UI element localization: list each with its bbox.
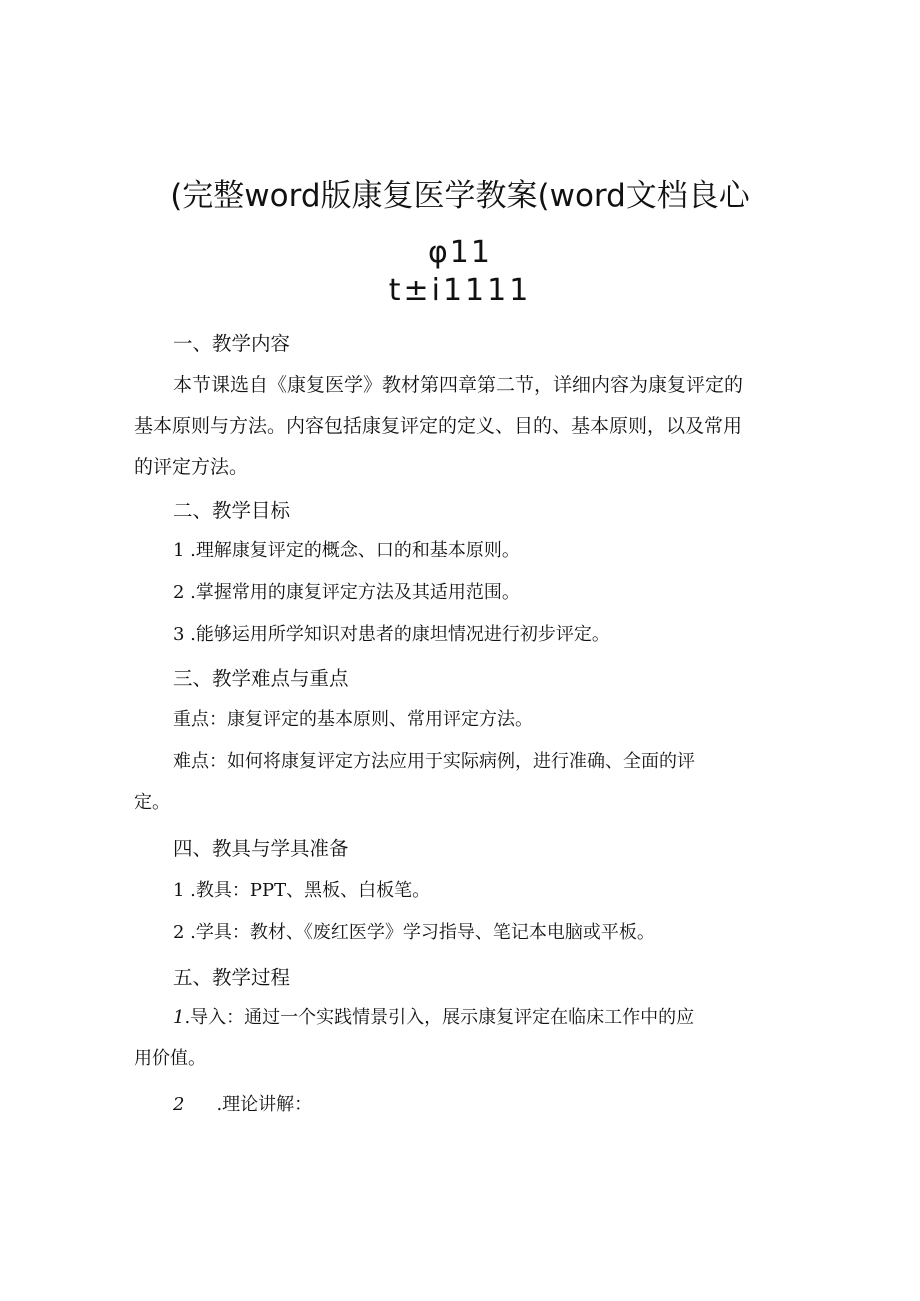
title-garbled-line-1: φ11 xyxy=(428,235,492,270)
key-point-text: 重点：康复评定的基本原则、常用评定方法。 xyxy=(173,709,533,730)
section-heading-goals: 二、教学目标 xyxy=(173,499,291,522)
section-heading-focus: 三、教学难点与重点 xyxy=(173,667,349,690)
goal-item-2: 2 .掌握常用的康复评定方法及其适用范围。 xyxy=(173,582,520,603)
content-paragraph-line-2: 基本原则与方法。内容包括康复评定的定义、目的、基本原则，以及常用 xyxy=(134,415,743,437)
content-paragraph-line-3: 的评定方法。 xyxy=(134,456,249,478)
title-garbled-line-2: t±i1111 xyxy=(388,273,532,308)
process-step-2-line xyxy=(173,1090,833,1116)
process-step-1-number: 1 xyxy=(173,1007,185,1028)
goal-item-3: 3 .能够运用所学知识对患者的康坦情况进行初步评定。 xyxy=(173,624,610,645)
section-heading-content: 一、教学内容 xyxy=(173,332,291,355)
process-step-2-text: .理论讲解： xyxy=(216,1094,313,1115)
difficulty-text-line-2: 定。 xyxy=(134,792,170,813)
content-paragraph-line-1: 本节课选自《康复医学》教材第四章第二节，详细内容为康复评定的 xyxy=(173,374,744,396)
document-title: (完整word版康复医学教案(word文档良心 xyxy=(170,178,750,214)
tool-item-1: 1 .教具：PPT、黑板、白板笔。 xyxy=(173,880,431,901)
process-step-2-number: 2 xyxy=(173,1094,185,1115)
difficulty-text-line-1: 难点：如何将康复评定方法应用于实际病例，进行准确、全面的评 xyxy=(173,751,695,772)
section-heading-tools: 四、教具与学具准备 xyxy=(173,837,349,860)
process-step-1-line-2: 用价值。 xyxy=(134,1048,206,1069)
process-step-1-line-1 xyxy=(173,1003,833,1029)
tool-item-2: 2 .学具：教材、《废红医学》学习指导、笔记本电脑或平板。 xyxy=(173,922,655,943)
goal-item-1: 1 .理解康复评定的概念、口的和基本原则。 xyxy=(173,540,520,561)
process-step-1-text: .导入：通过一个实践情景引入，展示康复评定在临床工作中的应 xyxy=(184,1007,695,1028)
section-heading-process: 五、教学过程 xyxy=(173,966,291,989)
